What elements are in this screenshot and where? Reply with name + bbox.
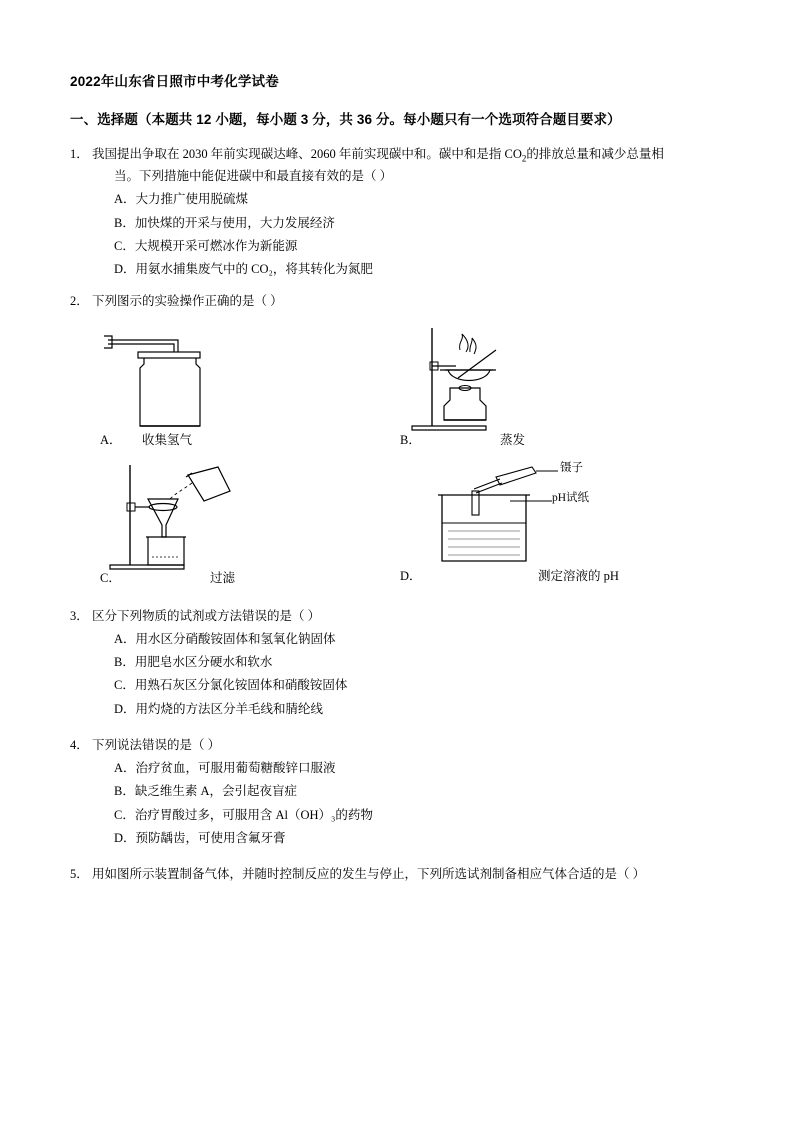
figure-c-caption: 过滤 bbox=[210, 570, 236, 585]
question-4-number: 4． bbox=[70, 737, 89, 752]
section-heading: 一、选择题（本题共 12 小题，每小题 3 分，共 36 分。每小题只有一个选项符合题目要求） bbox=[70, 112, 621, 127]
question-3-stem-text: 区分下列物质的试剂或方法错误的是（ ） bbox=[92, 608, 321, 623]
question-3-option-a: A．用水区分硝酸铵固体和氢氧化钠固体 bbox=[114, 631, 336, 646]
question-3-option-d: D．用灼烧的方法区分羊毛线和腈纶线 bbox=[114, 701, 324, 716]
question-5 bbox=[70, 864, 731, 884]
figure-d bbox=[400, 461, 630, 583]
figure-d-caption: 测定溶液的 pH bbox=[538, 568, 619, 583]
question-2-stem-text: 下列图示的实验操作正确的是（ ） bbox=[92, 294, 283, 309]
question-4-option-a: A．治疗贫血，可服用葡萄糖酸锌口服液 bbox=[114, 761, 336, 776]
question-2 bbox=[70, 291, 731, 593]
question-1-number: 1． bbox=[70, 147, 89, 161]
question-1-option-c: C．大规模开采可燃冰作为新能源 bbox=[114, 238, 298, 253]
question-1-stem bbox=[70, 144, 731, 166]
question-1-option-b: B．加快煤的开采与使用，大力发展经济 bbox=[114, 215, 335, 230]
question-2-figures bbox=[70, 326, 731, 594]
figure-a-label: A． bbox=[100, 432, 122, 447]
question-5-stem bbox=[70, 864, 731, 884]
question-2-stem bbox=[70, 291, 731, 311]
question-1-option-a: A．大力推广使用脱硫煤 bbox=[114, 192, 249, 207]
question-1-subscript: 2 bbox=[521, 153, 527, 164]
figure-b-caption: 蒸发 bbox=[500, 432, 526, 447]
question-3 bbox=[70, 606, 731, 719]
ph-test-beaker-icon bbox=[400, 461, 630, 576]
figure-d-annotation-tweezers: 镊子 bbox=[560, 461, 583, 474]
question-2-number: 2． bbox=[70, 294, 89, 309]
question-1-option-d: D．用氨水捕集废气中的 CO₂，将其转化为氮肥 bbox=[114, 262, 373, 277]
figure-a-caption: 收集氢气 bbox=[142, 432, 193, 447]
question-4-stem bbox=[70, 735, 731, 755]
figure-c-label: C． bbox=[100, 570, 121, 585]
question-5-number: 5． bbox=[70, 867, 89, 882]
question-1-stem-line1-cont: 的排放总量和减少总量相 bbox=[526, 147, 664, 161]
question-4 bbox=[70, 735, 731, 848]
question-3-stem bbox=[70, 606, 731, 626]
figure-d-label: D． bbox=[400, 568, 422, 583]
figure-a bbox=[100, 326, 280, 447]
question-4-option-c: C．治疗胃酸过多，可服用含 Al（OH）₃的药物 bbox=[114, 807, 373, 822]
evaporation-dish-burner-icon bbox=[400, 326, 590, 436]
question-1-stem-line1: 我国提出争取在 2030 年前实现碳达峰、2060 年前实现碳中和。碳中和是指 CO bbox=[92, 147, 522, 161]
page-title: 2022年山东省日照市中考化学试卷 bbox=[70, 74, 279, 89]
question-5-stem-text: 用如图所示装置制备气体，并随时控制反应的发生与停止，下列所选试剂制备相应气体合适的是（ ） bbox=[92, 867, 646, 882]
question-1 bbox=[70, 144, 731, 279]
question-3-number: 3． bbox=[70, 608, 89, 623]
question-3-option-c: C．用熟石灰区分氯化铵固体和硝酸铵固体 bbox=[114, 678, 348, 693]
question-3-option-b: B．用肥皂水区分硬水和软水 bbox=[114, 655, 273, 670]
figure-d-annotation-ph-paper: pH试纸 bbox=[552, 491, 590, 504]
figure-c bbox=[100, 461, 300, 585]
figure-b bbox=[400, 326, 590, 447]
question-4-option-b: B．缺乏维生素 A，会引起夜盲症 bbox=[114, 784, 297, 799]
figure-b-label: B． bbox=[400, 432, 421, 447]
filtration-funnel-icon bbox=[100, 461, 300, 576]
gas-collection-bottle-icon bbox=[100, 326, 280, 436]
question-1-stem-line2: 当。下列措施中能促进碳中和最直接有效的是（ ） bbox=[114, 169, 393, 184]
question-4-option-d: D．预防龋齿，可使用含氟牙膏 bbox=[114, 830, 286, 845]
question-4-stem-text: 下列说法错误的是（ ） bbox=[92, 737, 221, 752]
